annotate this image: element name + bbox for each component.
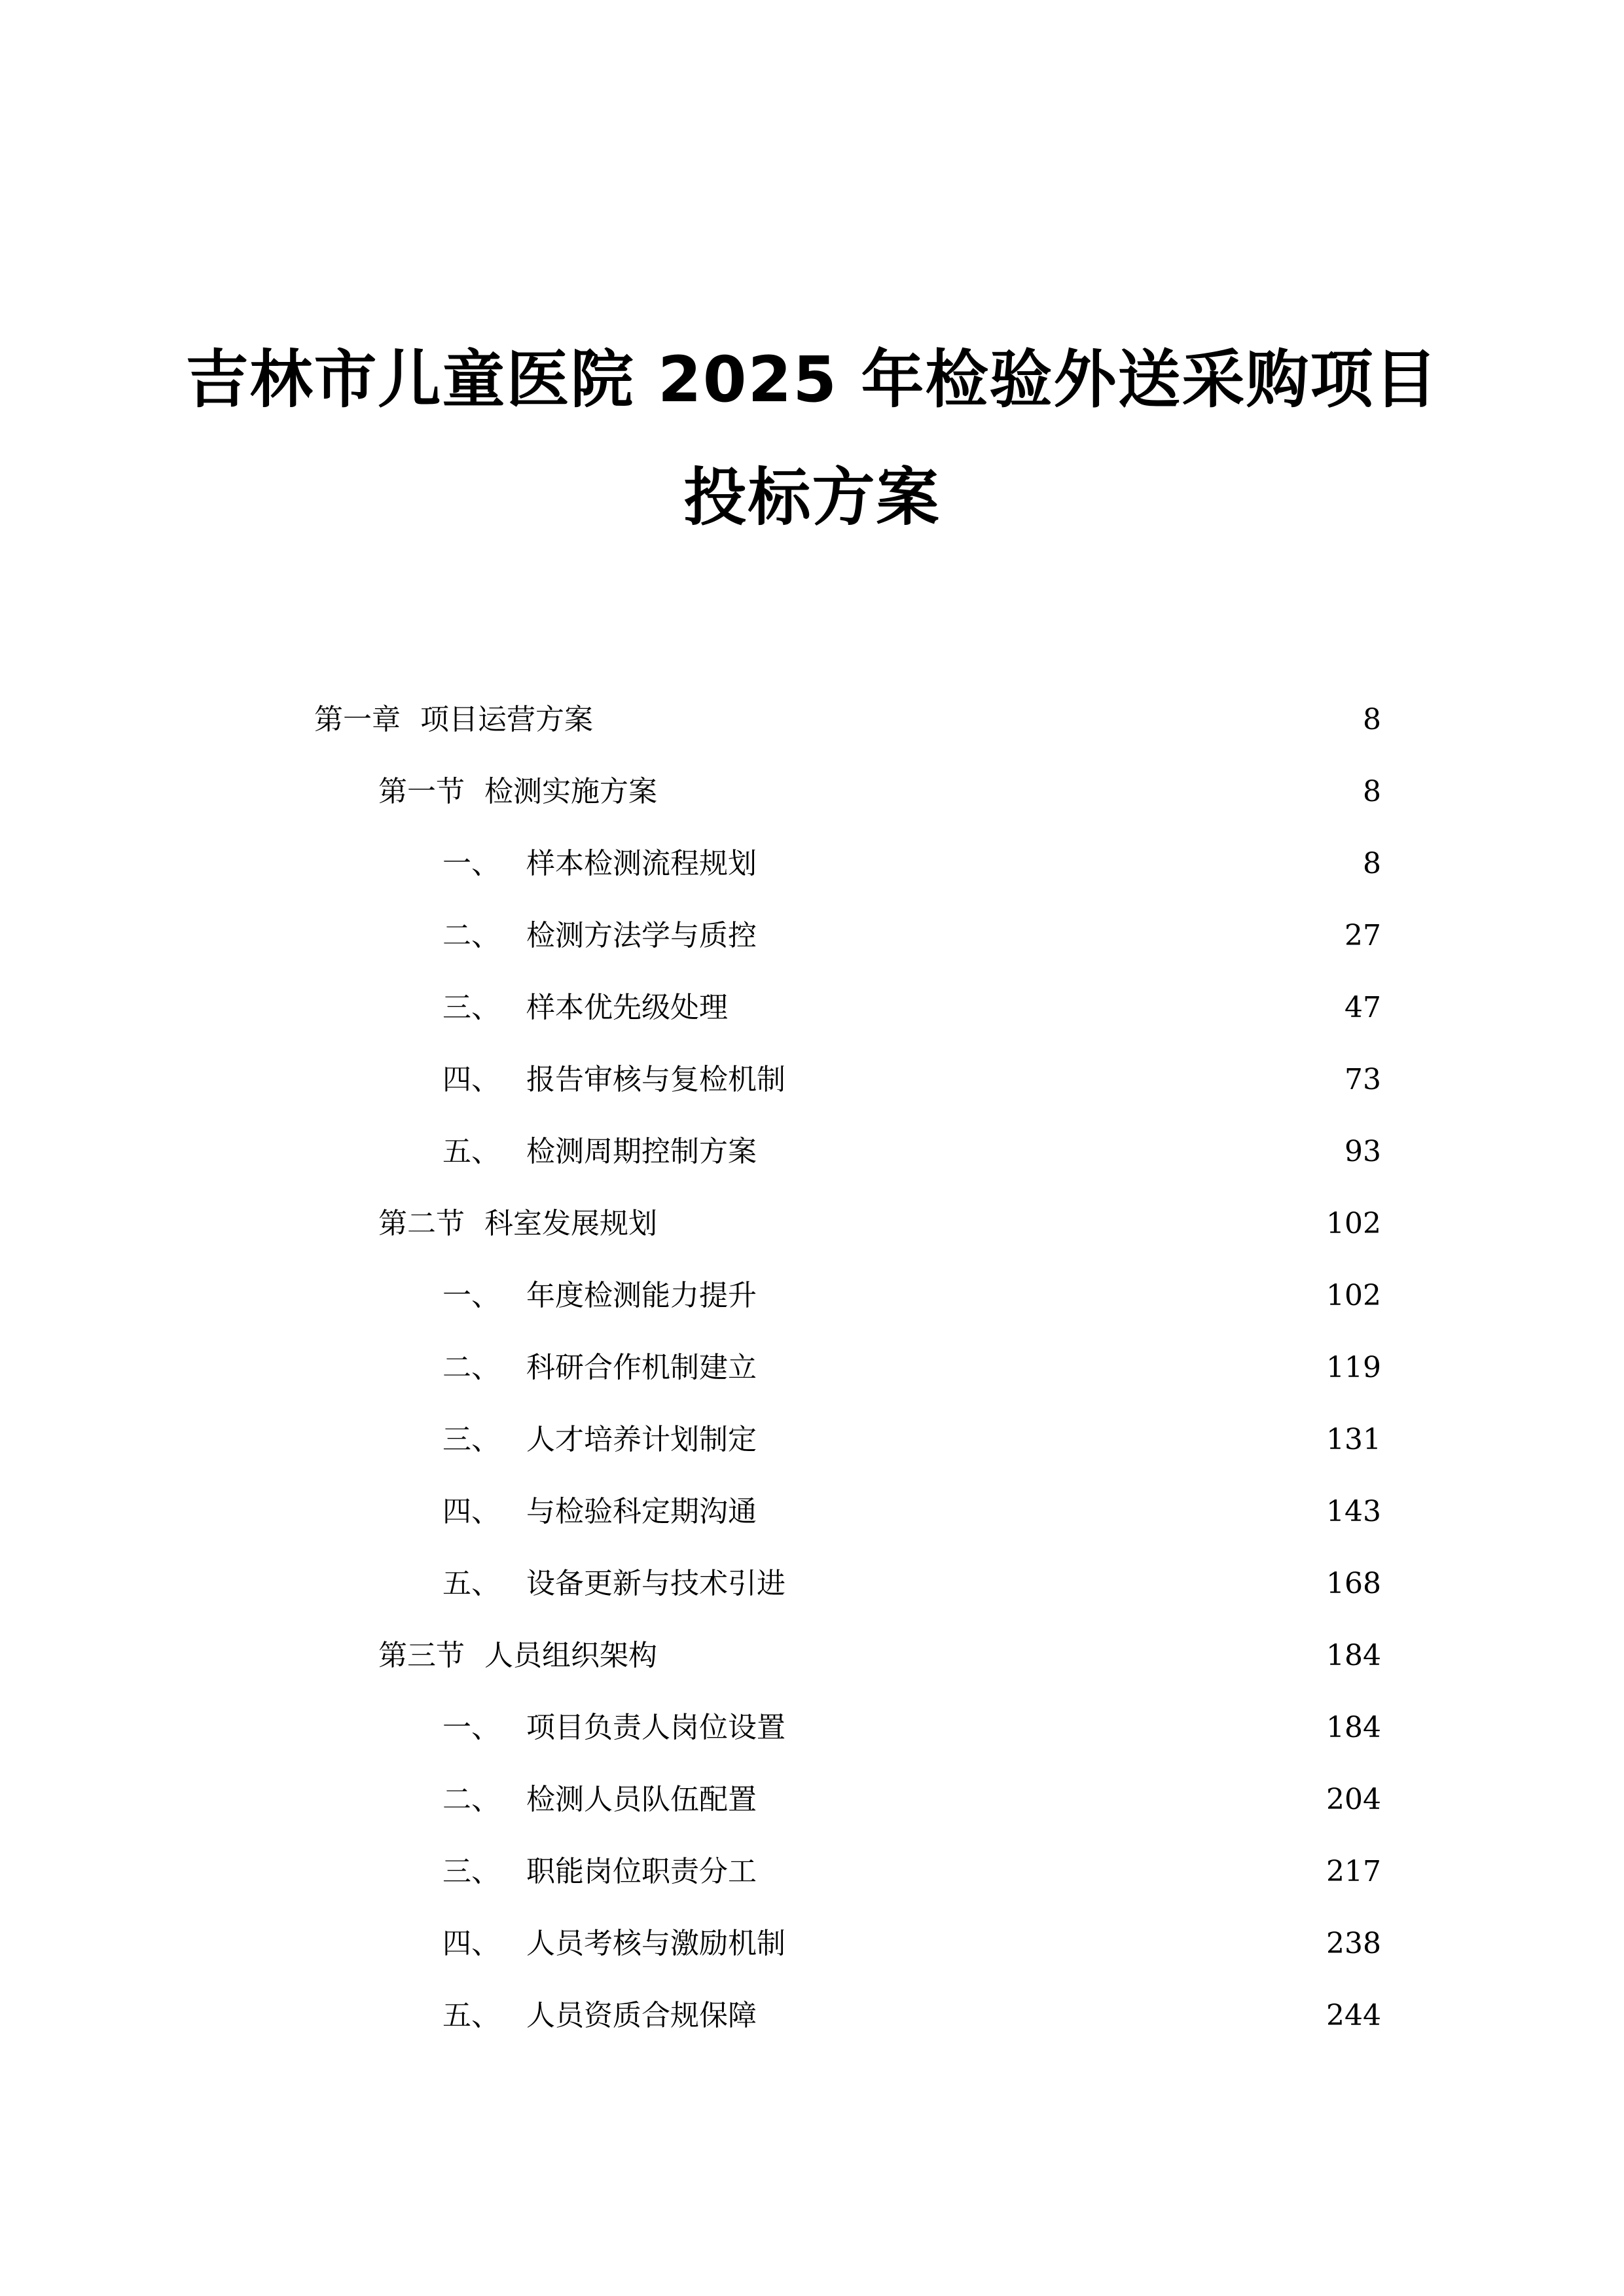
toc-entry-number: 二、 (442, 1783, 500, 1816)
toc-entry-number: 一、 (442, 1279, 500, 1312)
toc-entry-label: 项目负责人岗位设置 (526, 1711, 785, 1744)
toc-entry-label: 检测实施方案 (484, 775, 657, 808)
toc-dot-leader (766, 1414, 1317, 1466)
toc-entry-number: 五、 (442, 1135, 500, 1168)
toc-entry-label: 人员资质合规保障 (526, 1999, 757, 2032)
toc-dot-leader (666, 766, 1354, 818)
toc-entry-number: 四、 (442, 1927, 500, 1960)
toc-entry[interactable] (442, 1558, 1381, 1610)
toc-dot-leader (766, 1126, 1335, 1178)
toc-entry-label: 人员组织架构 (484, 1639, 657, 1672)
toc-entry[interactable] (442, 1702, 1381, 1754)
toc-dot-leader (795, 1054, 1335, 1106)
toc-entry-label: 职能岗位职责分工 (526, 1855, 757, 1888)
toc-dot-leader (766, 1990, 1317, 2042)
toc-dot-leader (766, 1342, 1317, 1394)
toc-entry-number: 三、 (442, 1855, 500, 1888)
toc-entry-page-number: 73 (1344, 1063, 1381, 1096)
toc-entry[interactable] (442, 1918, 1381, 1970)
toc-entry[interactable] (378, 1630, 1381, 1682)
toc-entry-number: 一、 (442, 1711, 500, 1744)
toc-entry-page-number: 131 (1326, 1423, 1381, 1456)
toc-entry-label: 年度检测能力提升 (526, 1279, 757, 1312)
toc-dot-leader (766, 1486, 1317, 1538)
toc-dot-leader (795, 1558, 1317, 1610)
toc-entry-number: 三、 (442, 991, 500, 1024)
toc-entry-page-number: 204 (1326, 1783, 1381, 1816)
toc-entry-label: 检测方法学与质控 (526, 919, 757, 952)
toc-entry-label: 人才培养计划制定 (526, 1423, 757, 1456)
toc-dot-leader (766, 1846, 1317, 1898)
toc-entry-label: 样本优先级处理 (526, 991, 728, 1024)
toc-entry-label: 人员考核与激励机制 (526, 1927, 785, 1960)
toc-entry-page-number: 238 (1326, 1927, 1381, 1960)
toc-entry-page-number: 184 (1326, 1639, 1381, 1672)
toc-entry-page-number: 8 (1363, 775, 1381, 808)
toc-entry[interactable] (442, 1774, 1381, 1826)
toc-dot-leader (666, 1198, 1317, 1250)
toc-entry[interactable] (442, 1126, 1381, 1178)
toc-entry-number: 二、 (442, 919, 500, 952)
toc-entry-page-number: 244 (1326, 1999, 1381, 2032)
toc-entry-page-number: 168 (1326, 1567, 1381, 1600)
toc-entry[interactable] (442, 910, 1381, 962)
toc-entry-label: 科室发展规划 (484, 1207, 657, 1240)
toc-dot-leader (666, 1630, 1317, 1682)
title-line-2: 投标方案 (683, 461, 941, 534)
document-title (0, 321, 1624, 556)
toc-entry-label: 检测人员队伍配置 (526, 1783, 757, 1816)
toc-entry-page-number: 102 (1326, 1207, 1381, 1240)
toc-entry-page-number: 27 (1344, 919, 1381, 952)
toc-entry-page-number: 8 (1363, 847, 1381, 880)
toc-dot-leader (602, 694, 1354, 746)
toc-entry-label: 报告审核与复检机制 (526, 1063, 785, 1096)
toc-dot-leader (795, 1702, 1317, 1754)
toc-entry-page-number: 143 (1326, 1495, 1381, 1528)
toc-entry[interactable] (442, 1846, 1381, 1898)
toc-entry-number: 二、 (442, 1351, 500, 1384)
toc-entry-number: 五、 (442, 1567, 500, 1600)
toc-dot-leader (795, 1918, 1317, 1970)
toc-entry[interactable] (442, 1486, 1381, 1538)
toc-entry-number: 第三节 (378, 1639, 465, 1672)
toc-entry-page-number: 47 (1344, 991, 1381, 1024)
toc-entry[interactable] (442, 1054, 1381, 1106)
toc-entry-label: 科研合作机制建立 (526, 1351, 757, 1384)
toc-entry-page-number: 184 (1326, 1711, 1381, 1744)
toc-entry-number: 四、 (442, 1063, 500, 1096)
toc-entry-number: 五、 (442, 1999, 500, 2032)
toc-entry-page-number: 8 (1363, 703, 1381, 736)
toc-entry[interactable] (442, 838, 1381, 890)
toc-entry-page-number: 217 (1326, 1855, 1381, 1888)
toc-entry[interactable] (442, 1270, 1381, 1322)
toc-entry[interactable] (442, 1414, 1381, 1466)
toc-entry-number: 第二节 (378, 1207, 465, 1240)
toc-entry-label: 项目运营方案 (420, 703, 593, 736)
toc-entry-page-number: 93 (1344, 1135, 1381, 1168)
title-line-1: 吉林市儿童医院 2025 年检验外送采购项目 (185, 343, 1439, 416)
toc-dot-leader (766, 1270, 1317, 1322)
toc-entry[interactable] (442, 1990, 1381, 2042)
toc-dot-leader (766, 838, 1354, 890)
toc-dot-leader (766, 910, 1335, 962)
toc-entry-page-number: 119 (1326, 1351, 1381, 1384)
toc-entry-label: 检测周期控制方案 (526, 1135, 757, 1168)
toc-entry-number: 第一章 (314, 703, 401, 736)
toc-entry-number: 第一节 (378, 775, 465, 808)
toc-entry-label: 样本检测流程规划 (526, 847, 757, 880)
toc-entry-number: 一、 (442, 847, 500, 880)
toc-entry[interactable] (442, 982, 1381, 1034)
toc-entry[interactable] (378, 1198, 1381, 1250)
toc-dot-leader (766, 1774, 1317, 1826)
toc-dot-leader (737, 982, 1335, 1034)
toc-entry-label: 设备更新与技术引进 (526, 1567, 785, 1600)
toc-entry[interactable] (378, 766, 1381, 818)
toc-entry-number: 四、 (442, 1495, 500, 1528)
toc-entry-number: 三、 (442, 1423, 500, 1456)
toc-entry[interactable] (314, 694, 1381, 746)
toc-entry-label: 与检验科定期沟通 (526, 1495, 757, 1528)
toc-entry-page-number: 102 (1326, 1279, 1381, 1312)
toc-entry[interactable] (442, 1342, 1381, 1394)
